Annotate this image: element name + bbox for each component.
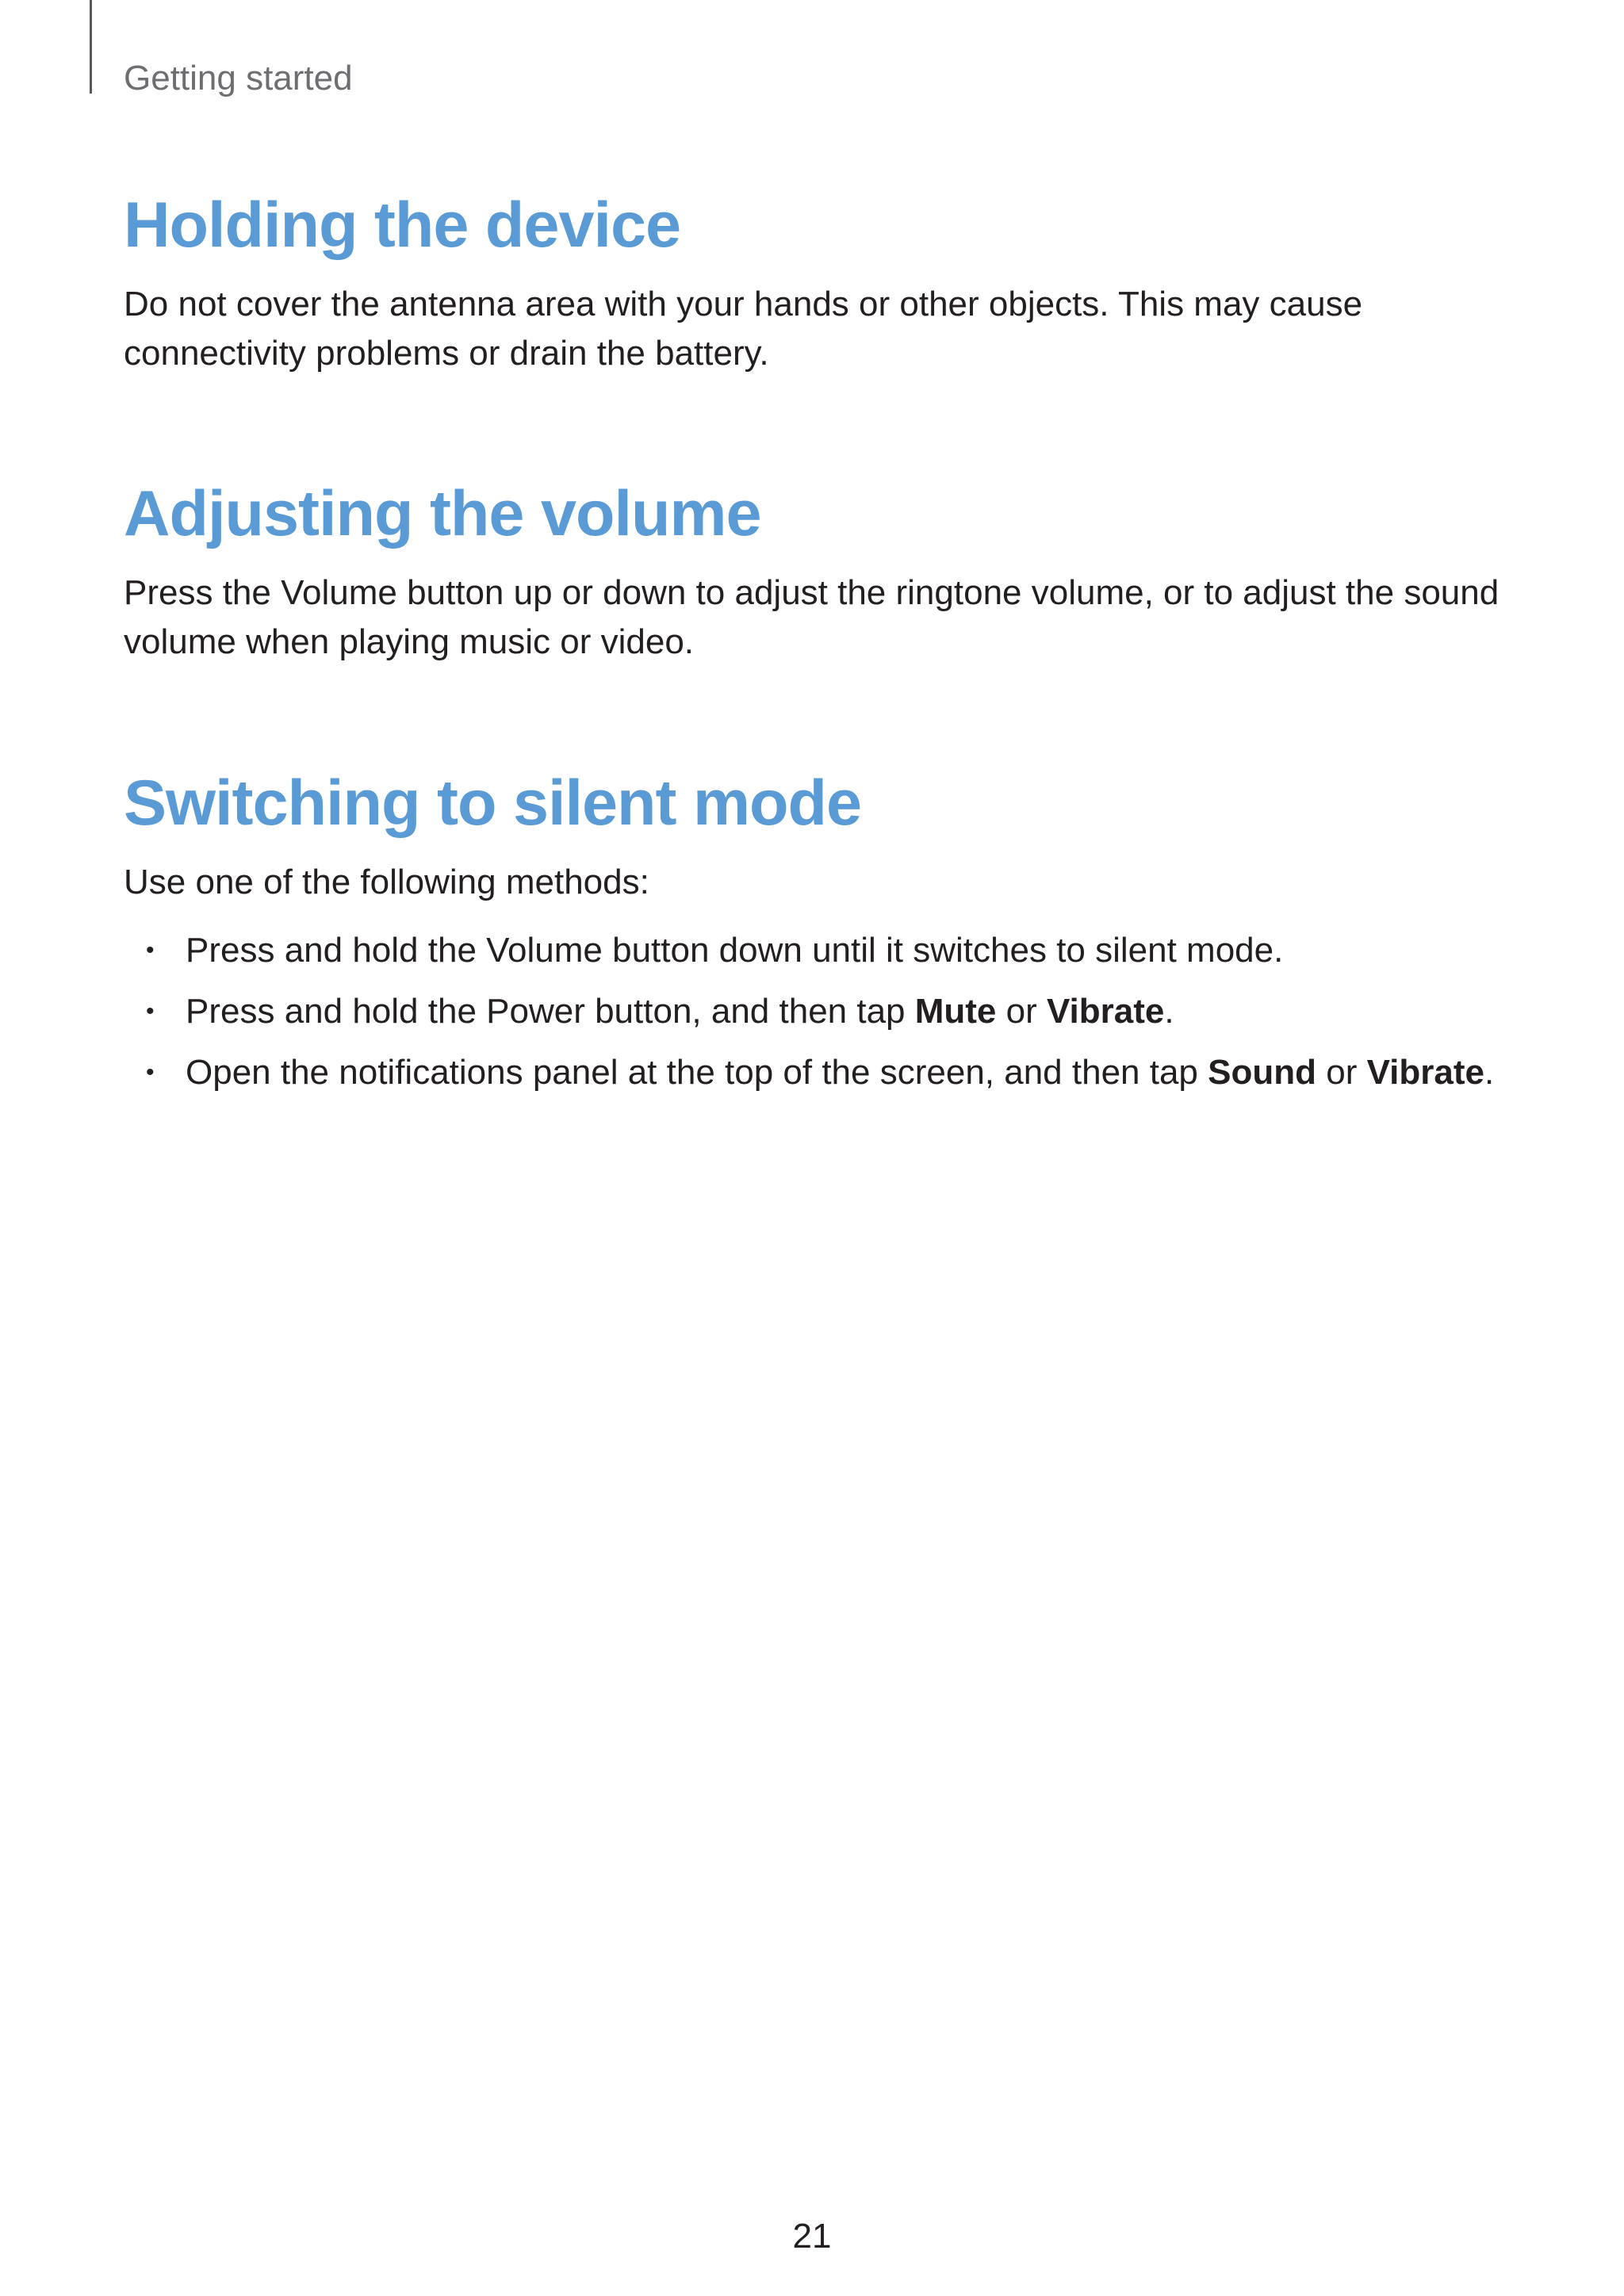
methods-list [124, 920, 1519, 1103]
bullet-icon: • [146, 998, 155, 1025]
sound-option-label: Sound [1208, 1053, 1316, 1093]
mute-option-label: Mute [914, 992, 997, 1031]
section-heading: Adjusting the volume [124, 478, 761, 549]
bullet-icon: • [146, 1059, 155, 1086]
vibrate-option-label: Vibrate [1366, 1053, 1484, 1093]
section-heading: Holding the device [124, 189, 681, 261]
section-silent-mode [124, 767, 1519, 1103]
section-paragraph: Use one of the following methods: [124, 863, 649, 902]
list-item [124, 1042, 1519, 1103]
section-paragraph: Press the Volume button up or down to adjust the ringtone volume, or to adjust the sound volume when playing music or video. [124, 573, 1500, 662]
page-number: 21 [792, 2217, 832, 2256]
list-item [124, 981, 1519, 1042]
list-item-suffix: . [1484, 1053, 1495, 1093]
list-item-suffix: . [1164, 992, 1174, 1031]
section-holding-device [124, 189, 1519, 378]
chapter-label: Getting started [124, 59, 353, 98]
section-adjusting-volume [124, 477, 1519, 667]
list-item-text: Open the notifications panel at the top of the screen, and then tap [186, 1053, 1208, 1093]
list-item-text: Press and hold the Power button, and then tap [186, 992, 915, 1031]
list-item-joiner: or [996, 992, 1047, 1031]
list-item-text: Press and hold the Volume button down until it switches to silent mode. [186, 931, 1284, 970]
section-paragraph: Do not cover the antenna area with your hands or other objects. This may cause connectivity problems or drain the battery. [124, 285, 1363, 373]
section-heading: Switching to silent mode [124, 767, 862, 839]
bullet-icon: • [146, 937, 155, 964]
list-item [124, 920, 1519, 981]
list-item-joiner: or [1316, 1053, 1367, 1093]
vibrate-option-label: Vibrate [1046, 992, 1165, 1031]
header-rule [90, 0, 92, 94]
